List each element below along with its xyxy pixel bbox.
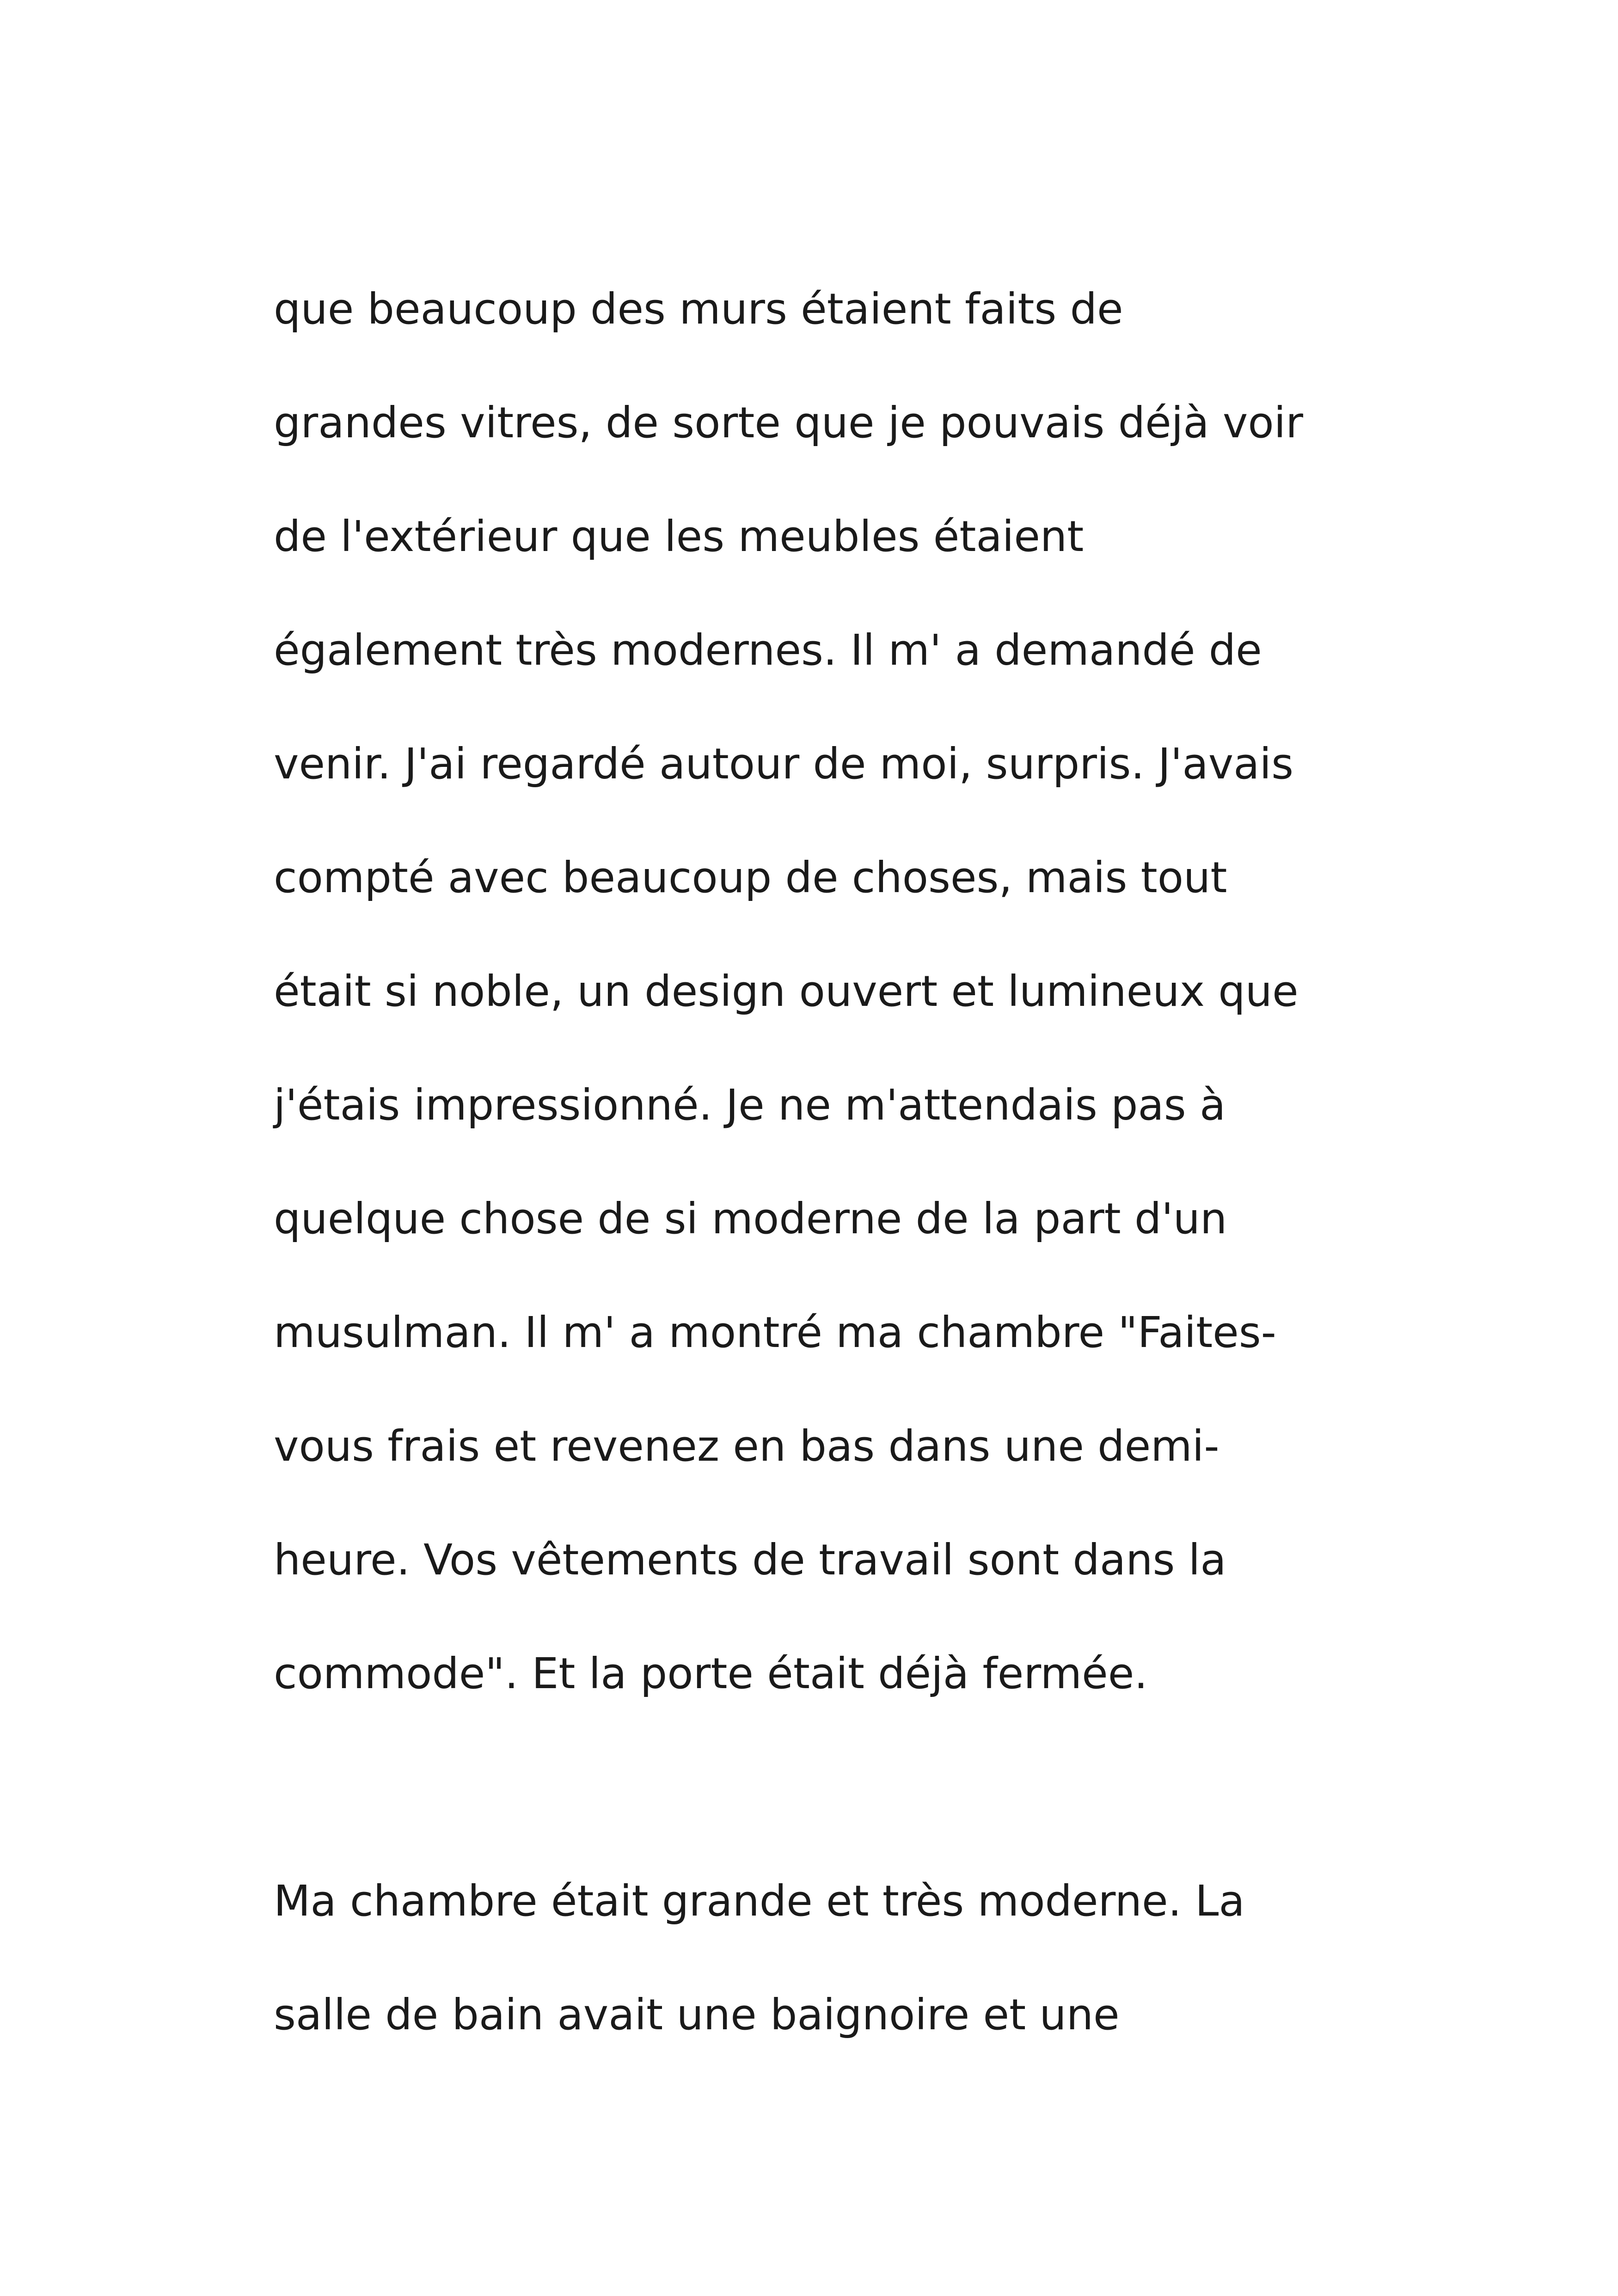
text-line: compté avec beaucoup de choses, mais tout [274,853,1227,902]
paragraph [274,252,1383,1731]
text-line: grandes vitres, de sorte que je pouvais déjà voir [274,398,1304,447]
text-line: venir. J'ai regardé autour de moi, surpris. J'avais [274,739,1294,789]
text-line: également très modernes. Il m' a demandé de [274,625,1262,675]
text-line: de l'extérieur que les meubles étaient [274,512,1084,561]
text-line: que beaucoup des murs étaient faits de [274,284,1123,334]
text-line: heure. Vos vêtements de travail sont dans la [274,1535,1226,1585]
text-line: vous frais et revenez en bas dans une demi- [274,1421,1220,1471]
text-line: était si noble, un design ouvert et lumineux que [274,967,1299,1016]
text-line: Ma chambre était grande et très moderne. La [274,1876,1245,1926]
paragraph [274,1844,1383,2072]
text-line: j'étais impressionné. Je ne m'attendais pas à [274,1080,1226,1130]
text-line: salle de bain avait une baignoire et une [274,1990,1120,2039]
text-line: commode". Et la porte était déjà fermée. [274,1649,1148,1698]
text-line: quelque chose de si moderne de la part d'un [274,1194,1227,1243]
text-line: musulman. Il m' a montré ma chambre "Faites- [274,1308,1276,1357]
